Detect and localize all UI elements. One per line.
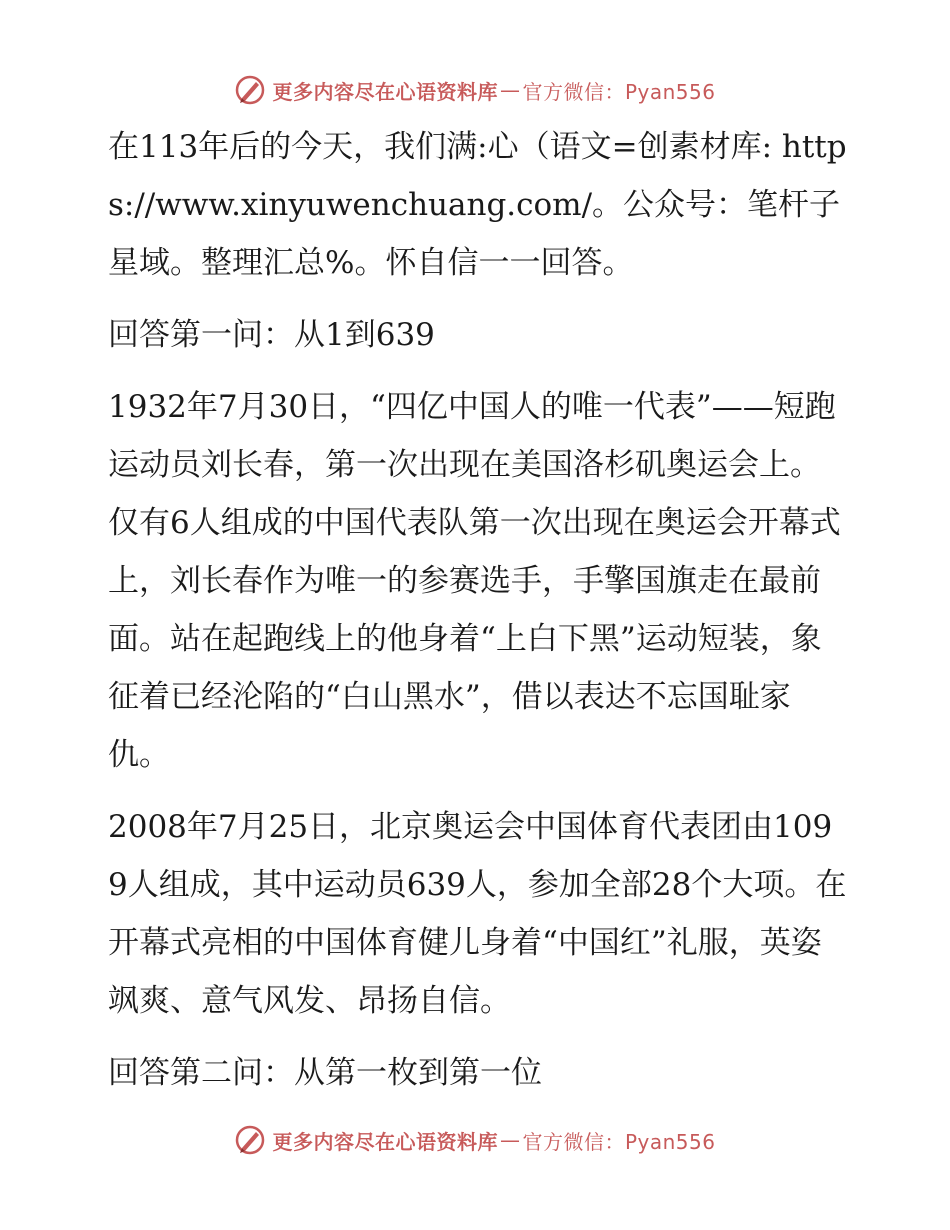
paragraph-1932: 1932年7月30日，“四亿中国人的唯一代表”——短跑运动员刘长春，第一次出现在美国洛杉矶奥运会上。仅有6人组成的中国代表队第一次出现在奥运会开幕式上，刘长春作为唯一的参赛选手，手擎国旗走在最前面。站在起跑线上的他身着“上白下黑”运动短装，象征着已经沦陷的“白山黑水”，借以表达不忘国耻家仇。 [108,389,841,773]
banner-official-account: 官方微信：Pyan556 [522,1129,716,1154]
pen-logo-icon [234,1124,266,1156]
header-watermark-banner [0,70,950,110]
banner-dash: — [499,1128,521,1152]
paragraph-intro: 在113年后的今天，我们满:心（语文=创素材库: https://www.xinyuwenchuang.com/。公众号：笔杆子星域。整理汇总%。怀自信一一回答。 [108,129,847,281]
banner-site-name: 更多内容尽在心语资料库 [272,79,498,104]
banner-site-name: 更多内容尽在心语资料库 [272,1129,498,1154]
banner-official-account: 官方微信：Pyan556 [522,79,716,104]
section-heading-first-question: 回答第一问：从1到639 [108,317,435,353]
document-body [98,118,850,1116]
banner-dash: — [499,78,521,102]
pen-logo-icon [234,74,266,106]
section-heading-second-question: 回答第二问：从第一枚到第一位 [108,1055,542,1091]
paragraph-2008: 2008年7月25日，北京奥运会中国体育代表团由1099人组成，其中运动员639人，参加全部28个大项。在开幕式亮相的中国体育健儿身着“中国红”礼服，英姿飒爽、意气风发、昂扬自信。 [108,809,847,1019]
footer-watermark-banner [0,1120,950,1160]
